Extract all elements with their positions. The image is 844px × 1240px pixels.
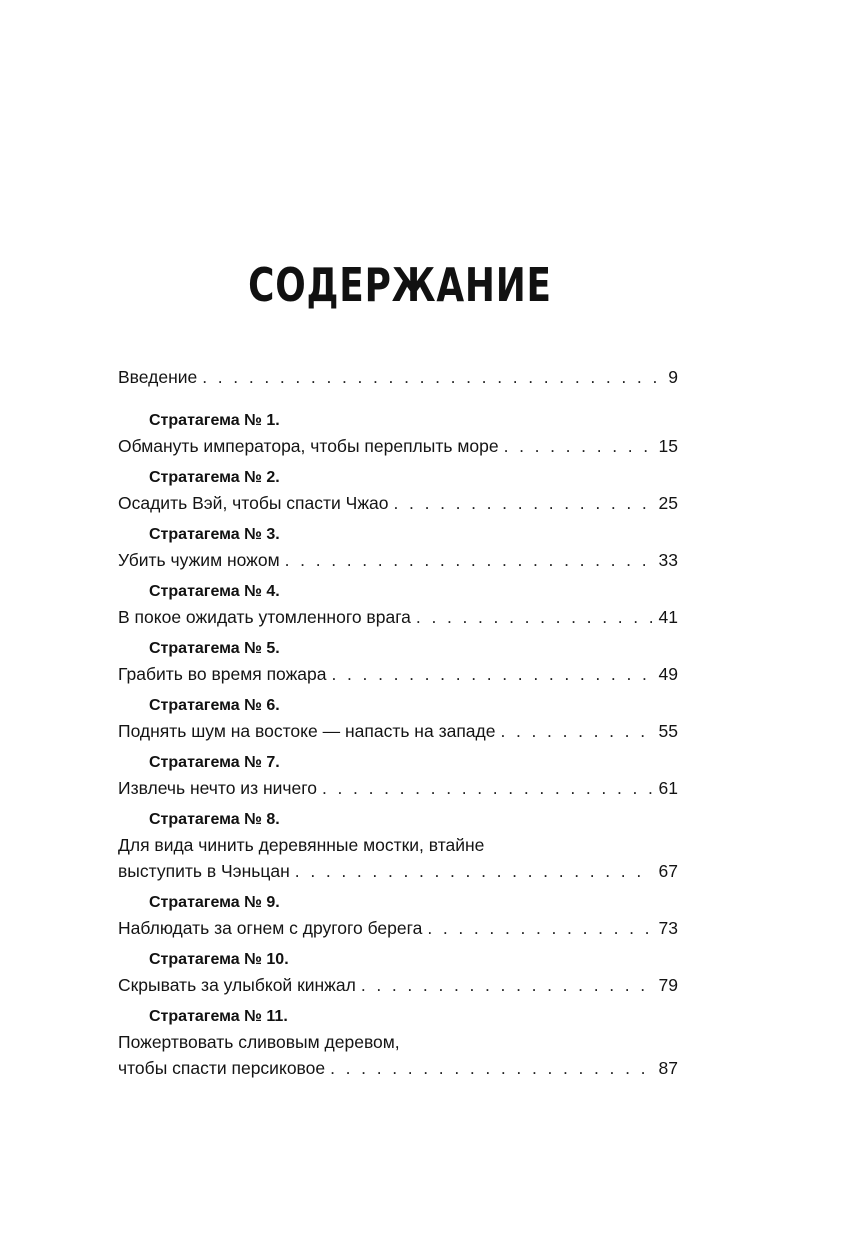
stratagem-heading: Стратагема № 4. bbox=[149, 583, 280, 600]
dot-leader bbox=[427, 915, 652, 941]
toc-entry[interactable] bbox=[118, 580, 678, 630]
stratagem-heading: Стратагема № 9. bbox=[149, 894, 280, 911]
stratagem-heading: Стратагема № 1. bbox=[149, 412, 280, 429]
toc-entry-title: чтобы спасти персиковое bbox=[118, 1058, 326, 1078]
stratagem-heading: Стратагема № 6. bbox=[149, 697, 280, 714]
toc-entry[interactable] bbox=[118, 948, 678, 998]
dot-leader bbox=[416, 604, 653, 630]
toc-entry-title: Обмануть императора, чтобы переплыть море bbox=[118, 436, 499, 456]
toc-entry-row bbox=[118, 433, 678, 459]
toc-entry[interactable] bbox=[118, 523, 678, 573]
dot-leader bbox=[394, 490, 653, 516]
toc-page-number: 33 bbox=[658, 550, 678, 570]
toc-entry-title: Пожертвовать сливовым деревом, bbox=[118, 1032, 400, 1052]
dot-leader bbox=[330, 1055, 652, 1081]
toc-entry-title: Убить чужим ножом bbox=[118, 550, 280, 570]
toc-entry-title: Поднять шум на востоке — напасть на западе bbox=[118, 721, 496, 741]
toc-entry-title: выступить в Чэньцан bbox=[118, 861, 290, 881]
toc-page-number: 25 bbox=[658, 493, 678, 513]
dot-leader bbox=[202, 364, 662, 390]
toc-entry-title: Скрывать за улыбкой кинжал bbox=[118, 975, 356, 995]
toc-page-number: 79 bbox=[658, 975, 678, 995]
toc-page-number: 49 bbox=[658, 664, 678, 684]
dot-leader bbox=[361, 972, 653, 998]
toc-entry-row bbox=[118, 1055, 678, 1081]
toc-page-number: 9 bbox=[668, 367, 678, 387]
toc-page-number: 67 bbox=[658, 861, 678, 881]
stratagem-heading: Стратагема № 7. bbox=[149, 754, 280, 771]
dot-leader bbox=[332, 661, 653, 687]
stratagem-heading: Стратагема № 10. bbox=[149, 951, 289, 968]
toc-page-number: 55 bbox=[658, 721, 678, 741]
toc-page-number: 15 bbox=[658, 436, 678, 456]
toc-entry-title: Извлечь нечто из ничего bbox=[118, 778, 317, 798]
toc-entry-title: Грабить во время пожара bbox=[118, 664, 327, 684]
toc-page-number: 61 bbox=[658, 778, 678, 798]
toc-entry[interactable] bbox=[118, 808, 678, 884]
toc-entry-row bbox=[118, 718, 678, 744]
toc-entry[interactable] bbox=[118, 637, 678, 687]
toc-entry[interactable] bbox=[118, 891, 678, 941]
stratagem-heading: Стратагема № 2. bbox=[149, 469, 280, 486]
toc-page-number: 73 bbox=[658, 918, 678, 938]
toc-entry[interactable] bbox=[118, 694, 678, 744]
toc-entry-title: Для вида чинить деревянные мостки, втайне bbox=[118, 835, 485, 855]
page-title: СОДЕРЖАНИЕ bbox=[248, 258, 552, 312]
toc-entry-row bbox=[118, 775, 678, 801]
toc-entry-row bbox=[118, 661, 678, 687]
toc-entry[interactable] bbox=[118, 409, 678, 459]
toc-entry[interactable] bbox=[118, 751, 678, 801]
toc-entry-title: В покое ожидать утомленного врага bbox=[118, 607, 411, 627]
toc-entries bbox=[118, 409, 678, 1081]
stratagem-heading: Стратагема № 3. bbox=[149, 526, 280, 543]
toc-entry-row bbox=[118, 858, 678, 884]
dot-leader bbox=[322, 775, 653, 801]
dot-leader bbox=[500, 718, 652, 744]
stratagem-heading: Стратагема № 8. bbox=[149, 811, 280, 828]
toc-entry-row bbox=[118, 490, 678, 516]
toc-entry-title: Наблюдать за огнем с другого берега bbox=[118, 918, 423, 938]
toc-entry[interactable] bbox=[118, 466, 678, 516]
toc-entry[interactable] bbox=[118, 1005, 678, 1081]
table-of-contents bbox=[118, 364, 678, 1088]
toc-entry-title: Осадить Вэй, чтобы спасти Чжао bbox=[118, 493, 389, 513]
dot-leader bbox=[504, 433, 653, 459]
dot-leader bbox=[295, 858, 653, 884]
toc-entry-row bbox=[118, 547, 678, 573]
toc-page-number: 87 bbox=[658, 1058, 678, 1078]
toc-entry-row bbox=[118, 915, 678, 941]
toc-entry-row bbox=[118, 972, 678, 998]
toc-intro-entry[interactable] bbox=[118, 364, 678, 390]
stratagem-heading: Стратагема № 11. bbox=[149, 1008, 288, 1025]
toc-entry-title: Введение bbox=[118, 367, 198, 387]
toc-page-number: 41 bbox=[658, 607, 678, 627]
stratagem-heading: Стратагема № 5. bbox=[149, 640, 280, 657]
dot-leader bbox=[285, 547, 653, 573]
toc-entry-row bbox=[118, 604, 678, 630]
